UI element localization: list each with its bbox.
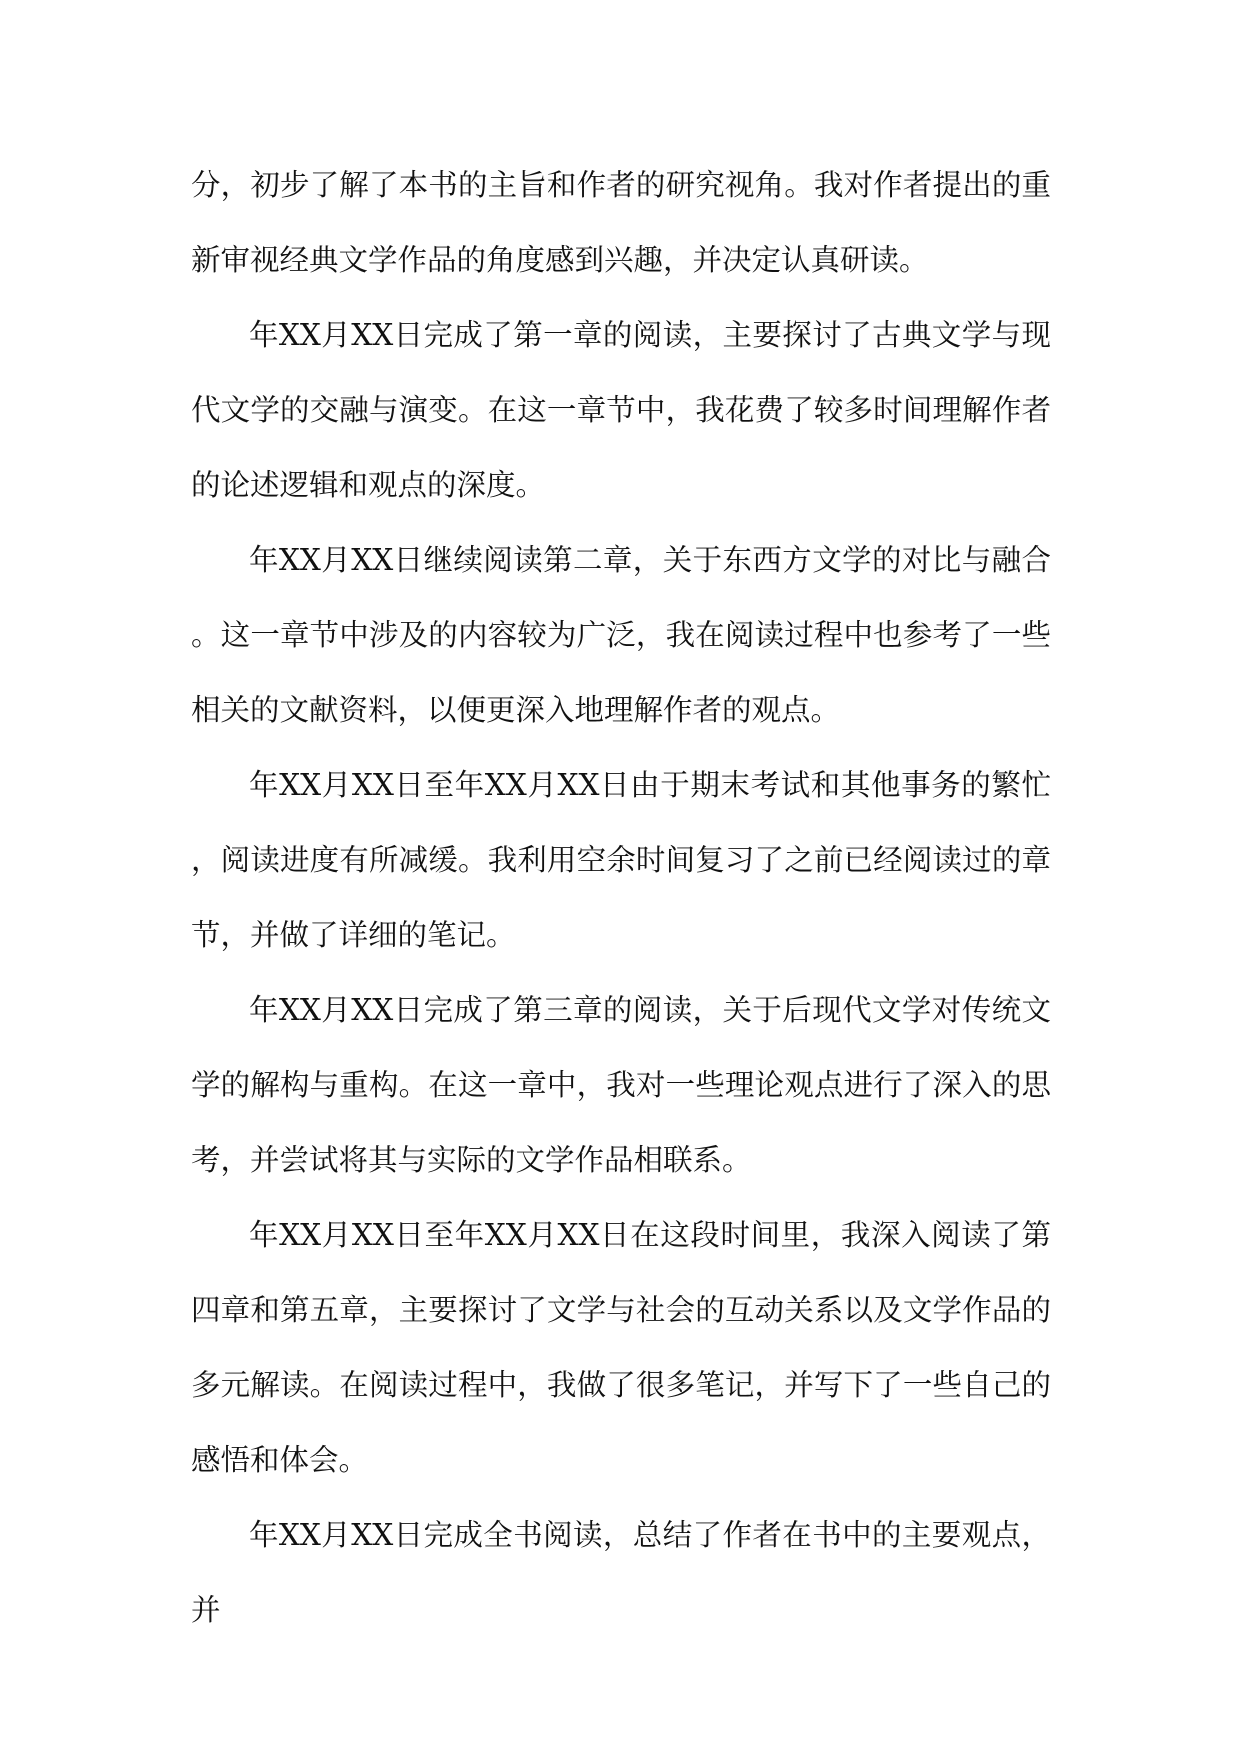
paragraph-continuation: 分，初步了解了本书的主旨和作者的研究视角。我对作者提出的重新审视经典文学作品的角度感到兴趣，并决定认真研读。 — [191, 168, 1051, 277]
paragraph-chapters-four-five: 年XX月XX日至年XX月XX日在这段时间里，我深入阅读了第四章和第五章，主要探讨了文学与社会的互动关系以及文学作品的多元解读。在阅读过程中，我做了很多笔记，并写下了一些自己的感悟和体会。 — [191, 1218, 1051, 1477]
paragraph-book-completed: 年XX月XX日完成全书阅读，总结了作者在书中的主要观点，并 — [191, 1518, 1051, 1627]
paragraph-chapter-three: 年XX月XX日完成了第三章的阅读，关于后现代文学对传统文学的解构与重构。在这一章中，我对一些理论观点进行了深入的思考，并尝试将其与实际的文学作品相联系。 — [191, 993, 1051, 1177]
paragraph-exam-period: 年XX月XX日至年XX月XX日由于期末考试和其他事务的繁忙，阅读进度有所减缓。我利用空余时间复习了之前已经阅读过的章节，并做了详细的笔记。 — [191, 768, 1051, 952]
paragraph-chapter-two: 年XX月XX日继续阅读第二章，关于东西方文学的对比与融合。这一章节中涉及的内容较为广泛，我在阅读过程中也参考了一些相关的文献资料，以便更深入地理解作者的观点。 — [191, 543, 1051, 727]
document-body — [191, 148, 1051, 1648]
paragraph-chapter-one: 年XX月XX日完成了第一章的阅读，主要探讨了古典文学与现代文学的交融与演变。在这一章节中，我花费了较多时间理解作者的论述逻辑和观点的深度。 — [191, 318, 1051, 502]
